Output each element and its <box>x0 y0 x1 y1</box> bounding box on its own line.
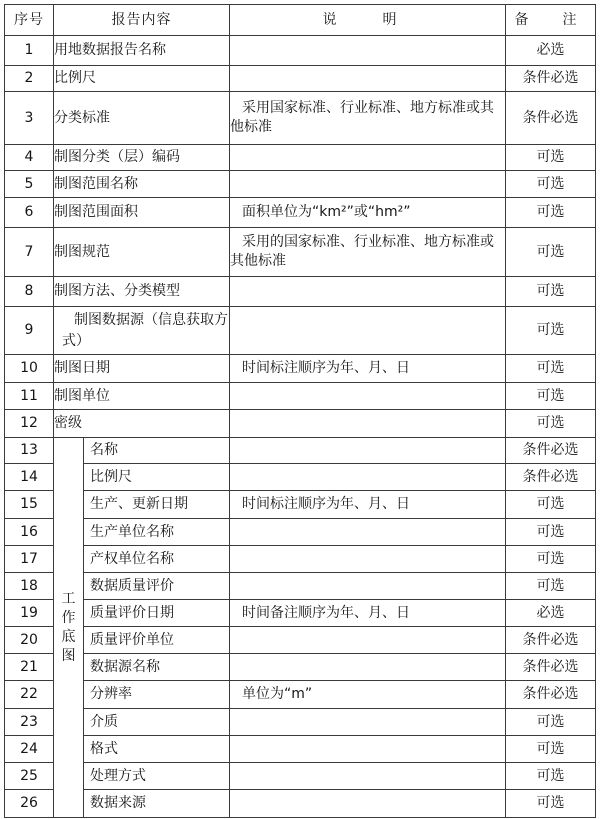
table-row <box>5 145 596 171</box>
row-content: 生产、更新日期 <box>84 491 230 519</box>
row-content: 分辨率 <box>84 681 230 709</box>
table-row <box>5 736 596 763</box>
table-row <box>5 519 596 546</box>
table-row <box>5 307 596 355</box>
row-note: 可选 <box>506 519 596 546</box>
row-desc: 采用国家标准、行业标准、地方标准或其他标准 <box>230 92 506 145</box>
row-note: 可选 <box>506 277 596 307</box>
row-desc: 单位为“m” <box>230 681 506 709</box>
row-content: 密级 <box>54 410 230 438</box>
row-note: 可选 <box>506 228 596 277</box>
row-note: 可选 <box>506 763 596 790</box>
table-row <box>5 600 596 627</box>
row-num: 13 <box>5 438 54 464</box>
row-desc: 时间标注顺序为年、月、日 <box>230 491 506 519</box>
row-note: 可选 <box>506 573 596 600</box>
table-row <box>5 709 596 736</box>
row-note: 条件必选 <box>506 681 596 709</box>
row-num: 4 <box>5 145 54 171</box>
row-content: 介质 <box>84 709 230 736</box>
header-note: 备 注 <box>506 5 596 36</box>
header-desc: 说 明 <box>230 5 506 36</box>
table-row <box>5 790 596 818</box>
table-row <box>5 464 596 491</box>
row-desc: 时间备注顺序为年、月、日 <box>230 600 506 627</box>
row-num: 23 <box>5 709 54 736</box>
row-note: 可选 <box>506 491 596 519</box>
header-content: 报告内容 <box>54 5 230 36</box>
row-content: 处理方式 <box>84 763 230 790</box>
row-desc <box>230 383 506 410</box>
table-row <box>5 654 596 681</box>
row-content: 制图方法、分类模型 <box>54 277 230 307</box>
row-content: 产权单位名称 <box>84 546 230 573</box>
row-note: 可选 <box>506 709 596 736</box>
row-desc <box>230 709 506 736</box>
row-desc: 时间标注顺序为年、月、日 <box>230 355 506 383</box>
row-content: 比例尺 <box>84 464 230 491</box>
table-row <box>5 438 596 464</box>
row-desc <box>230 790 506 818</box>
row-note: 可选 <box>506 383 596 410</box>
row-num: 16 <box>5 519 54 546</box>
row-desc: 面积单位为“km²”或“hm²” <box>230 198 506 228</box>
table-row <box>5 546 596 573</box>
table-row <box>5 66 596 92</box>
row-note: 条件必选 <box>506 627 596 654</box>
table-row <box>5 763 596 790</box>
row-desc <box>230 654 506 681</box>
row-note: 可选 <box>506 198 596 228</box>
row-num: 10 <box>5 355 54 383</box>
row-content: 制图范围名称 <box>54 171 230 198</box>
row-content: 制图规范 <box>54 228 230 277</box>
row-note: 可选 <box>506 736 596 763</box>
row-num: 6 <box>5 198 54 228</box>
row-desc <box>230 438 506 464</box>
row-note: 条件必选 <box>506 438 596 464</box>
row-content: 比例尺 <box>54 66 230 92</box>
row-num: 9 <box>5 307 54 355</box>
row-note: 条件必选 <box>506 92 596 145</box>
row-note: 条件必选 <box>506 66 596 92</box>
row-num: 24 <box>5 736 54 763</box>
row-desc <box>230 519 506 546</box>
row-content: 名称 <box>84 438 230 464</box>
table-row <box>5 410 596 438</box>
row-num: 25 <box>5 763 54 790</box>
group-label-work-base-map: 工作底图 <box>54 438 84 818</box>
row-desc <box>230 627 506 654</box>
row-content: 制图范围面积 <box>54 198 230 228</box>
row-desc <box>230 171 506 198</box>
row-num: 8 <box>5 277 54 307</box>
table-row <box>5 573 596 600</box>
row-num: 21 <box>5 654 54 681</box>
header-row <box>5 5 596 36</box>
row-desc <box>230 66 506 92</box>
row-note: 可选 <box>506 145 596 171</box>
row-num: 5 <box>5 171 54 198</box>
row-content: 制图日期 <box>54 355 230 383</box>
row-desc <box>230 277 506 307</box>
table-row <box>5 228 596 277</box>
row-note: 必选 <box>506 36 596 66</box>
row-note: 必选 <box>506 600 596 627</box>
table-row <box>5 355 596 383</box>
row-note: 可选 <box>506 410 596 438</box>
table-row <box>5 36 596 66</box>
row-desc <box>230 573 506 600</box>
row-content: 制图分类（层）编码 <box>54 145 230 171</box>
row-num: 3 <box>5 92 54 145</box>
row-desc: 采用的国家标准、行业标准、地方标准或其他标准 <box>230 228 506 277</box>
row-desc <box>230 307 506 355</box>
row-num: 14 <box>5 464 54 491</box>
row-note: 可选 <box>506 307 596 355</box>
row-num: 12 <box>5 410 54 438</box>
row-num: 2 <box>5 66 54 92</box>
row-desc <box>230 464 506 491</box>
row-content: 数据源名称 <box>84 654 230 681</box>
row-num: 22 <box>5 681 54 709</box>
row-note: 可选 <box>506 355 596 383</box>
row-content: 质量评价单位 <box>84 627 230 654</box>
row-content: 制图单位 <box>54 383 230 410</box>
row-desc <box>230 763 506 790</box>
row-note: 可选 <box>506 171 596 198</box>
header-num: 序号 <box>5 5 54 36</box>
table-row <box>5 627 596 654</box>
row-num: 26 <box>5 790 54 818</box>
row-num: 11 <box>5 383 54 410</box>
row-num: 7 <box>5 228 54 277</box>
row-content: 用地数据报告名称 <box>54 36 230 66</box>
row-num: 20 <box>5 627 54 654</box>
table-row <box>5 681 596 709</box>
table-row <box>5 198 596 228</box>
row-note: 可选 <box>506 790 596 818</box>
row-content: 格式 <box>84 736 230 763</box>
row-desc <box>230 410 506 438</box>
row-content: 生产单位名称 <box>84 519 230 546</box>
table-row <box>5 171 596 198</box>
row-content: 制图数据源（信息获取方式） <box>54 307 230 355</box>
table-row <box>5 383 596 410</box>
row-content: 质量评价日期 <box>84 600 230 627</box>
row-num: 17 <box>5 546 54 573</box>
row-desc <box>230 36 506 66</box>
row-note: 可选 <box>506 546 596 573</box>
table-row <box>5 277 596 307</box>
row-desc <box>230 736 506 763</box>
row-num: 19 <box>5 600 54 627</box>
row-num: 18 <box>5 573 54 600</box>
row-note: 条件必选 <box>506 654 596 681</box>
row-content: 数据来源 <box>84 790 230 818</box>
row-num: 1 <box>5 36 54 66</box>
table-row <box>5 92 596 145</box>
table-row <box>5 491 596 519</box>
row-content: 数据质量评价 <box>84 573 230 600</box>
row-desc <box>230 546 506 573</box>
row-note: 条件必选 <box>506 464 596 491</box>
row-content: 分类标准 <box>54 92 230 145</box>
report-content-table <box>4 4 596 818</box>
row-num: 15 <box>5 491 54 519</box>
row-desc <box>230 145 506 171</box>
